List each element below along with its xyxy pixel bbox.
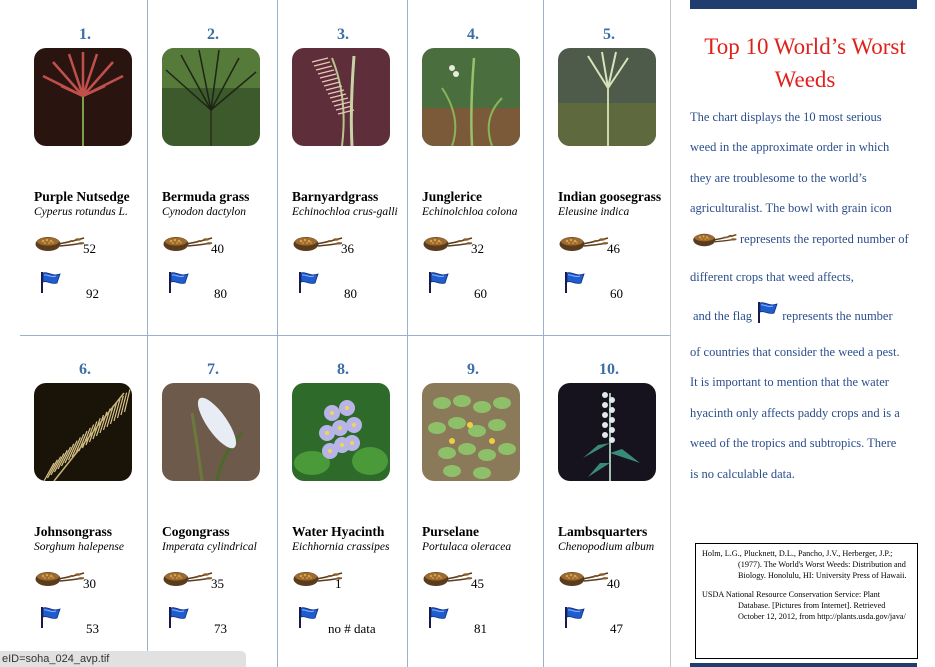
bottom-bar xyxy=(690,663,917,667)
crops-affected-count: 45 xyxy=(471,576,484,591)
description-line: weed of the tropics and subtropics. There xyxy=(690,436,897,450)
description-line: they are troublesome to the world’s xyxy=(690,171,867,185)
weed-rank: 3. xyxy=(337,26,349,43)
bowl-with-grain-icon xyxy=(162,570,214,588)
weed-card xyxy=(278,0,408,330)
weed-card xyxy=(148,0,278,330)
weed-card xyxy=(408,0,538,330)
countries-count: 81 xyxy=(474,621,487,636)
description-line: of countries that consider the weed a pest. xyxy=(690,345,900,359)
common-name: Cogongrass xyxy=(162,524,230,539)
weed-rank: 9. xyxy=(467,361,479,378)
scientific-name: Sorghum halepense xyxy=(34,541,124,553)
countries-count: 53 xyxy=(86,621,99,636)
description-line: The chart displays the 10 most serious xyxy=(690,110,882,124)
scientific-name: Imperata cylindrical xyxy=(162,541,257,553)
common-name: Lambsquarters xyxy=(558,524,648,539)
description-line: is no calculable data. xyxy=(690,467,795,481)
blue-flag-icon xyxy=(755,300,779,324)
blue-flag-icon xyxy=(38,270,62,294)
bowl-with-grain-icon xyxy=(558,570,610,588)
weed-card xyxy=(20,0,150,330)
blue-flag-icon xyxy=(562,605,586,629)
weed-card xyxy=(20,335,150,665)
page-title: Top 10 World’s Worst Weeds xyxy=(704,34,906,92)
weed-card xyxy=(278,335,408,665)
crops-affected-count: 30 xyxy=(83,576,96,591)
bowl-with-grain-icon xyxy=(422,235,474,253)
plant-photo xyxy=(292,383,390,481)
plant-photo xyxy=(558,383,656,481)
scientific-name: Echinolchloa colona xyxy=(422,206,518,218)
countries-count: 47 xyxy=(610,621,623,636)
countries-count: 80 xyxy=(214,286,227,301)
common-name: Bermuda grass xyxy=(162,189,250,204)
scientific-name: Eleusine indica xyxy=(558,206,630,218)
description-line: hyacinth only affects paddy crops and is a xyxy=(690,406,900,420)
reference-entry: Holm, L.G., Plucknett, D.L., Pancho, J.V., Herberger, J.P.; (1977). The World's Worst Weeds: Distribution and Biology. Honolulu, HI: University Press of Hawaii. xyxy=(702,549,907,580)
countries-count: 80 xyxy=(344,286,357,301)
plant-photo xyxy=(292,48,390,146)
weed-card xyxy=(544,0,674,330)
blue-flag-icon xyxy=(296,270,320,294)
plant-photo xyxy=(558,48,656,146)
common-name: Barnyardgrass xyxy=(292,189,379,204)
countries-count: no # data xyxy=(328,621,376,636)
bowl-with-grain-icon xyxy=(292,235,344,253)
blue-flag-icon xyxy=(426,605,450,629)
plant-photo xyxy=(34,383,132,481)
countries-count: 60 xyxy=(474,286,487,301)
scientific-name: Eichhornia crassipes xyxy=(292,541,390,553)
blue-flag-icon xyxy=(166,270,190,294)
scientific-name: Cyperus rotundus L. xyxy=(34,206,128,218)
crops-affected-count: 36 xyxy=(341,241,354,256)
bowl-with-grain-icon xyxy=(558,235,610,253)
crops-affected-count: 52 xyxy=(83,241,96,256)
common-name: Water Hyacinth xyxy=(292,524,385,539)
crops-affected-count: 40 xyxy=(211,241,224,256)
crops-affected-count: 40 xyxy=(607,576,620,591)
blue-flag-icon xyxy=(296,605,320,629)
weed-rank: 4. xyxy=(467,26,479,43)
weed-card xyxy=(544,335,674,665)
blue-flag-icon xyxy=(166,605,190,629)
scientific-name: Cynodon dactylon xyxy=(162,206,246,218)
weed-card xyxy=(408,335,538,665)
blue-flag-icon xyxy=(562,270,586,294)
crops-affected-count: 32 xyxy=(471,241,484,256)
weed-rank: 6. xyxy=(79,361,91,378)
common-name: Junglerice xyxy=(422,189,482,204)
countries-count: 60 xyxy=(610,286,623,301)
common-name: Johnsongrass xyxy=(34,524,113,539)
file-id-label: eID=soha_024_avp.tif xyxy=(0,651,246,667)
description-line: It is important to mention that the water xyxy=(690,375,889,389)
crops-affected-count: 1 xyxy=(335,576,342,591)
bowl-with-grain-icon xyxy=(34,570,86,588)
plant-photo xyxy=(162,383,260,481)
crops-affected-count: 35 xyxy=(211,576,224,591)
common-name: Purselane xyxy=(422,524,479,539)
weed-rank: 1. xyxy=(79,26,91,43)
plant-photo xyxy=(422,48,520,146)
weed-rank: 5. xyxy=(603,26,615,43)
countries-count: 73 xyxy=(214,621,227,636)
reference-entry: USDA National Resource Conservation Service: Plant Database. [Pictures from Internet]. Retrieved October 12, 2012, from http://plants.usda.gov/java/ xyxy=(702,590,906,621)
crops-affected-count: 46 xyxy=(607,241,620,256)
description-text: and the flag xyxy=(693,309,753,323)
top-bar xyxy=(690,0,917,9)
scientific-name: Chenopodium album xyxy=(558,541,655,553)
common-name: Purple Nutsedge xyxy=(34,189,130,204)
scientific-name: Portulaca oleracea xyxy=(422,541,512,553)
bowl-with-grain-icon xyxy=(34,235,86,253)
description-text: represents the number xyxy=(782,309,893,323)
plant-photo xyxy=(162,48,260,146)
weed-card xyxy=(148,335,278,665)
references-box xyxy=(695,543,918,659)
bowl-with-grain-icon xyxy=(422,570,474,588)
weed-rank: 2. xyxy=(207,26,219,43)
bowl-with-grain-icon xyxy=(690,232,740,248)
blue-flag-icon xyxy=(426,270,450,294)
plant-photo xyxy=(34,48,132,146)
description-line: different crops that weed affects, xyxy=(690,270,854,284)
scientific-name: Echinochloa crus-galli xyxy=(292,206,398,218)
bowl-with-grain-icon xyxy=(162,235,214,253)
countries-count: 92 xyxy=(86,286,99,301)
weed-rank: 8. xyxy=(337,361,349,378)
plant-photo xyxy=(422,383,520,481)
weed-rank: 7. xyxy=(207,361,219,378)
description-line: agriculturalist. The bowl with grain icon xyxy=(690,201,892,215)
weed-rank: 10. xyxy=(599,361,619,378)
description-line: weed in the approximate order in which xyxy=(690,140,890,154)
common-name: Indian goosegrass xyxy=(558,189,662,204)
description-line-with-icon xyxy=(690,232,909,248)
description-line-with-icon xyxy=(693,300,893,324)
description-text: represents the reported number of xyxy=(740,232,909,246)
blue-flag-icon xyxy=(38,605,62,629)
